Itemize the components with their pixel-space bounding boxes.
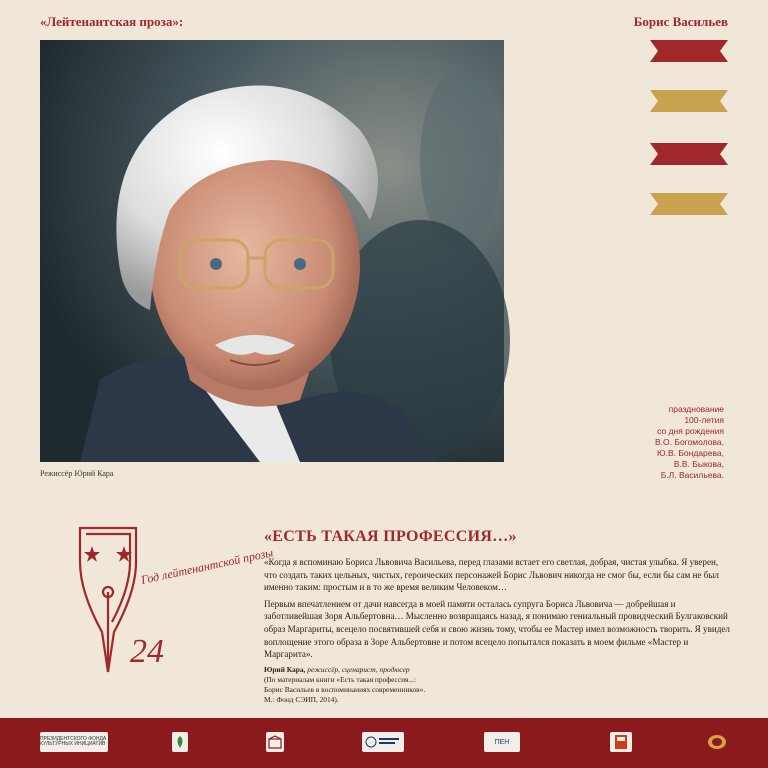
portrait-photo <box>40 40 504 462</box>
anniversary-line: В.В. Быкова, <box>673 459 724 469</box>
quote-paragraph-2: Первым впечатлением от дачи навсегда в моей памяти осталась супруга Бориса Львовича — добрейшая и заботливейшая Зоря Альбертовна… Мысленно возвращаясь назад, я понимаю гениальный провидческий Булгаковский образ Маргариты, всецело посвятившей себя и свою жизнь тому, чтобы ее Мастер имел возможность творить. Я увидел воплощение этого образа в Зоре Альбертовне и потом всецело попытался показать в моем фильме «Мастер и Маргарита». <box>264 598 730 660</box>
series-title: «Лейтенантская проза»: <box>40 14 184 29</box>
round-logo[interactable] <box>706 732 728 752</box>
author-name: Борис Васильев <box>633 14 728 29</box>
publisher-icon <box>614 734 628 750</box>
pen-nib-emblem <box>70 522 275 682</box>
library-logo[interactable] <box>362 732 404 752</box>
article-quote <box>264 556 732 665</box>
photo-caption: Режиссёр Юрий Кара <box>40 469 114 478</box>
emblem-year: 24 <box>130 633 164 670</box>
flag-2 <box>650 90 728 112</box>
flag-1 <box>650 40 728 62</box>
anniversary-line: В.О. Богомолова, <box>655 437 724 447</box>
signature-roles: режиссёр, сценарист, продюсер <box>307 665 410 674</box>
quote-paragraph-1: «Когда я вспоминаю Бориса Львовича Васильева, перед глазами встает его светлая, добрая, чистая улыбка. Я уверен, что создать таких цельных, чистых, героических персонажей Борис Львович никогда не смог бы, если бы сам не был именно таким: простым и в то же время великим Человеком… <box>264 557 719 593</box>
portrait-illustration <box>40 40 504 462</box>
pen-nib-icon <box>70 522 275 682</box>
library-icon <box>365 735 401 749</box>
anniversary-line: празднование <box>668 404 724 414</box>
pgf-logo-text: ПРЕЗИДЕНТСКОГО ФОНДА КУЛЬТУРНЫХ ИНИЦИАТИВ <box>40 736 107 747</box>
article-signature <box>264 665 564 705</box>
building-logo[interactable] <box>266 732 284 752</box>
leaf-icon <box>174 735 186 749</box>
signature-name: Юрий Кара, <box>264 665 306 674</box>
source-line: М.: Фонд СЭИП, 2014). <box>264 695 339 704</box>
building-icon <box>268 735 282 749</box>
pgf-logo[interactable] <box>40 732 108 752</box>
footer-bar <box>0 718 768 768</box>
flag-4 <box>650 193 728 215</box>
emblem-green-logo[interactable] <box>172 732 188 752</box>
emblem-caption: Год лейтенантской прозы <box>139 545 275 587</box>
anniversary-line: со дня рождения <box>657 426 724 436</box>
anniversary-line: 100-летия <box>684 415 724 425</box>
article-headline: «ЕСТЬ ТАКАЯ ПРОФЕССИЯ…» <box>264 528 517 545</box>
anniversary-line: Ю.В. Бондарева, <box>657 448 724 458</box>
flag-3 <box>650 143 728 165</box>
anniversary-line: Б.Л. Васильева. <box>660 470 724 480</box>
anniversary-text <box>584 404 724 481</box>
pen-logo-text: ПЕН <box>494 738 510 746</box>
source-line: Борис Васильев в воспоминаниях современников». <box>264 685 426 694</box>
source-line: (По материалам книги «Есть такая профессия...: <box>264 675 417 684</box>
round-emblem-icon <box>707 734 727 750</box>
publisher-logo[interactable] <box>610 732 632 752</box>
pen-logo[interactable] <box>484 732 520 752</box>
